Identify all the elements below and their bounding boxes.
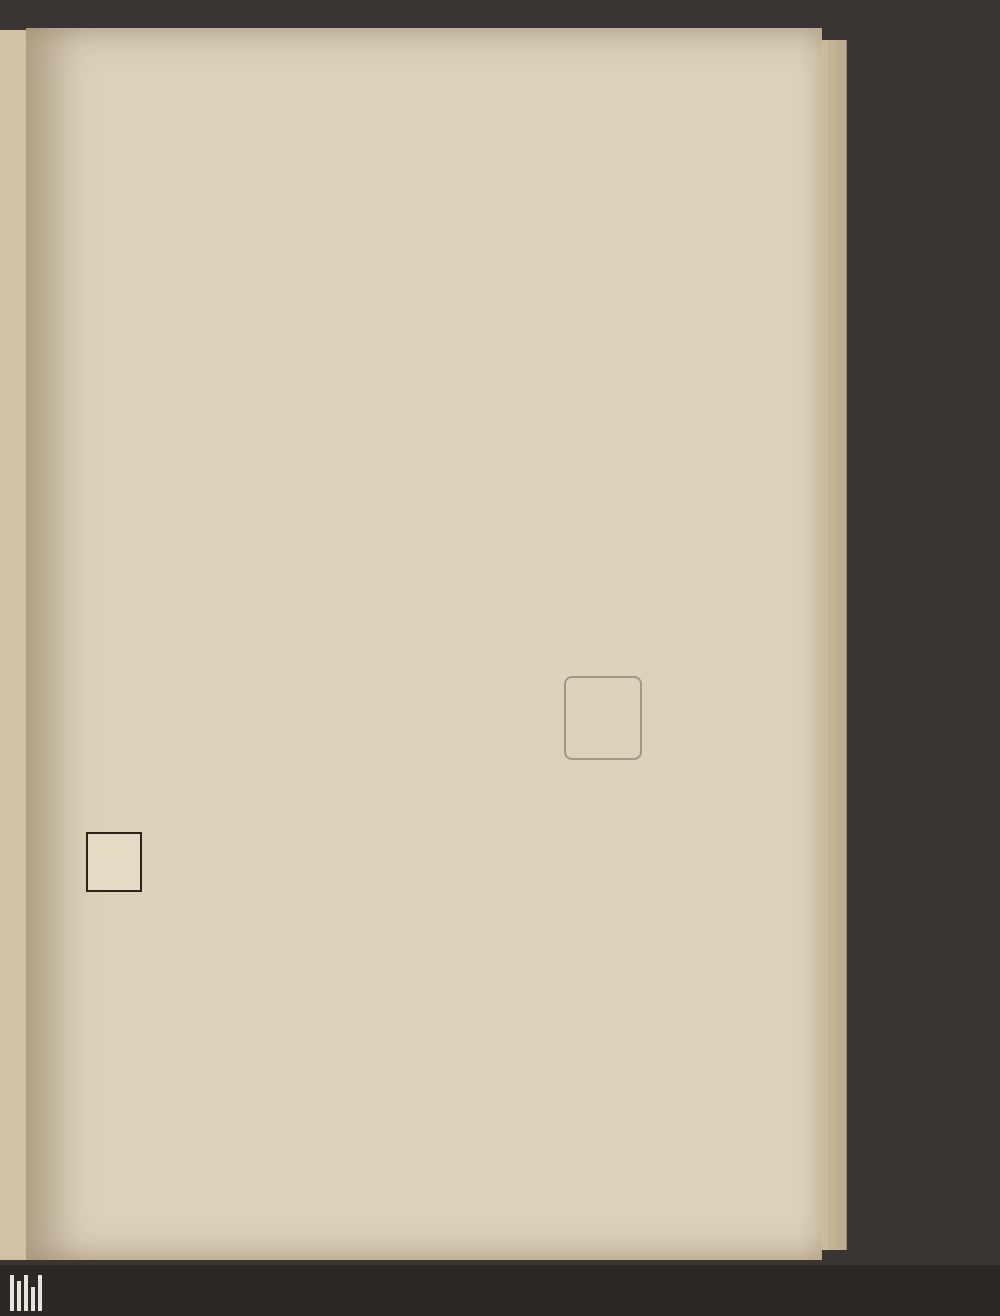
page-edge — [836, 40, 847, 1250]
library-logo-icon — [10, 1275, 42, 1311]
book-page — [26, 28, 822, 1260]
ornament — [564, 676, 642, 760]
library-footer — [0, 1265, 1000, 1316]
drop-cap — [86, 832, 142, 892]
